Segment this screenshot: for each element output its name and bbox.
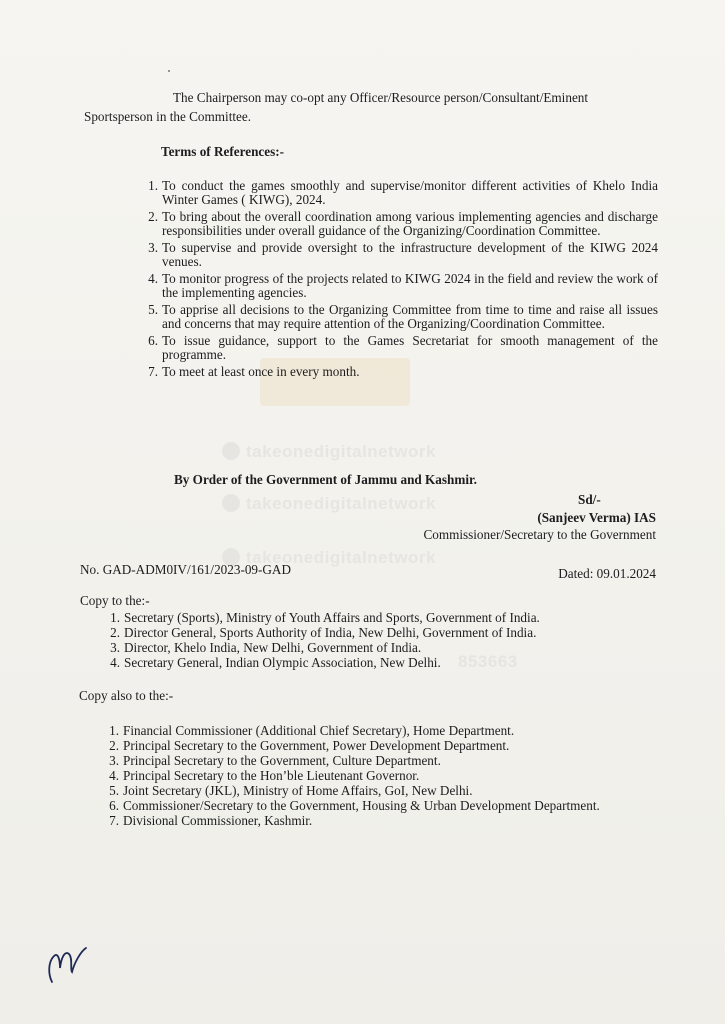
watermark-facebook: [222, 442, 436, 462]
list-item: 2. Director General, Sports Authority of India, New Delhi, Government of India.: [110, 625, 537, 640]
watermark-text: takeonedigitalnetwork: [246, 548, 436, 567]
list-item: 7. Divisional Commissioner, Kashmir.: [109, 813, 313, 828]
list-item: 1. Secretary (Sports), Ministry of Youth Affairs and Sports, Government of India.: [110, 610, 540, 625]
paper-speck: [168, 70, 170, 72]
list-item: 3. Director, Khelo India, New Delhi, Government of India.: [110, 640, 422, 655]
watermark-text: takeonedigitalnetwork: [246, 442, 436, 461]
list-item: 3. Principal Secretary to the Government, Culture Department.: [109, 753, 441, 768]
list-item: 5. Joint Secretary (JKL), Ministry of Home Affairs, GoI, New Delhi.: [109, 783, 473, 798]
list-item: 5. To apprise all decisions to the Organizing Committee from time to time and raise all issues and concerns that may require attention of the Organizing/Coordination Committee.: [148, 302, 658, 331]
copy-also-heading: Copy also to the:-: [79, 688, 174, 703]
list-item: 2. To bring about the overall coordination among various implementing agencies and discharge responsibilities under overall guidance of the Organizing/Coordination Committee.: [148, 209, 658, 238]
list-item: 1. Financial Commissioner (Additional Chief Secretary), Home Department.: [109, 723, 515, 738]
issue-date: Dated: 09.01.2024: [558, 566, 656, 581]
copy-also-list: [109, 723, 659, 829]
reference-number: No. GAD-ADM0IV/161/2023-09-GAD: [80, 562, 291, 577]
handwritten-initial: [42, 938, 92, 984]
list-item: 4. To monitor progress of the projects related to KIWG 2024 in the field and review the work of the implementing agencies.: [148, 271, 658, 300]
signatory-name: (Sanjeev Verma) IAS: [537, 510, 656, 525]
order-line: By Order of the Government of Jammu and Kashmir.: [174, 472, 477, 487]
list-item: 3. To supervise and provide oversight to the infrastructure development of the KIWG 2024 venues.: [148, 240, 658, 269]
terms-heading: Terms of References:-: [161, 144, 285, 159]
intro-line-1: The Chairperson may co-opt any Officer/Resource person/Consultant/Eminent: [173, 90, 589, 105]
list-item: 6. To issue guidance, support to the Games Secretariat for smooth management of the programme.: [148, 333, 658, 362]
watermark-instagram: [222, 494, 436, 514]
list-item: 1. To conduct the games smoothly and supervise/monitor different activities of Khelo India Winter Games ( KIWG), 2024.: [148, 178, 658, 207]
intro-line-2: Sportsperson in the Committee.: [84, 109, 252, 124]
list-item: 4. Principal Secretary to the Hon’ble Lieutenant Governor.: [109, 768, 420, 783]
list-item: 6. Commissioner/Secretary to the Government, Housing & Urban Development Department.: [109, 798, 600, 813]
copy-to-heading: Copy to the:-: [80, 593, 150, 608]
instagram-icon: [222, 494, 240, 512]
list-item: 4. Secretary General, Indian Olympic Association, New Delhi.: [110, 655, 441, 670]
watermark-text: takeonedigitalnetwork: [246, 494, 436, 513]
list-item: 2. Principal Secretary to the Government, Power Development Department.: [109, 738, 510, 753]
copy-to-list: [110, 610, 624, 671]
watermark-phone-text: 853663: [458, 652, 518, 671]
facebook-icon: [222, 442, 240, 460]
signatory-designation: Commissioner/Secretary to the Government: [423, 527, 656, 542]
terms-list: [148, 178, 658, 382]
signature-sd: Sd/-: [578, 492, 601, 507]
list-item: 7. To meet at least once in every month.: [148, 364, 360, 379]
